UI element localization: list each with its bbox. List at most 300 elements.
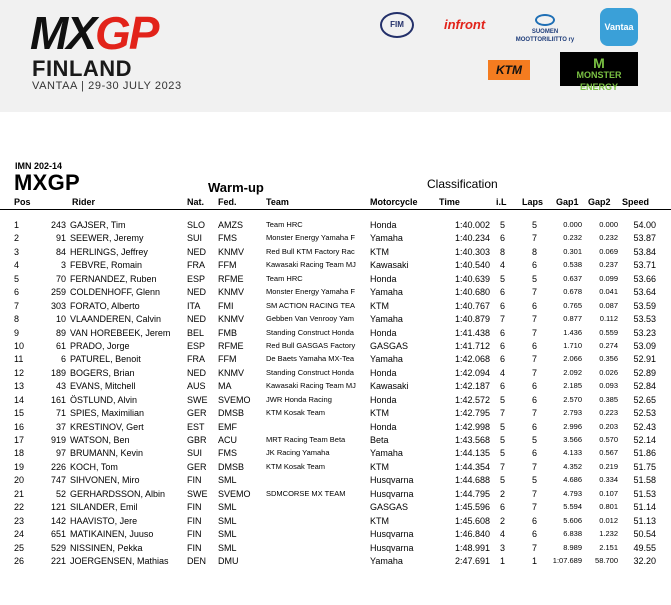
cell-rider: HAAVISTO, Jere: [70, 515, 138, 526]
cell-moto: Beta: [370, 435, 389, 445]
cell-num: 91: [55, 233, 66, 244]
cell-fed: FMS: [218, 448, 237, 459]
cell-moto: Kawasaki: [370, 381, 409, 392]
cell-gap1: 1.710: [563, 340, 582, 350]
cell-speed: 52.53: [633, 408, 656, 419]
cell-moto: Honda: [370, 394, 397, 405]
cell-speed: 51.53: [633, 488, 656, 499]
cell-il: 5: [500, 475, 506, 486]
cell-time: 1:42.068: [454, 354, 490, 365]
cell-rider: SILANDER, Emil: [70, 502, 138, 513]
cell-fed: SML: [218, 529, 237, 540]
cell-num: 161: [50, 394, 66, 405]
cell-num: 142: [50, 515, 66, 526]
cell-speed: 53.23: [633, 327, 656, 338]
vantaa-logo: Vantaa: [600, 8, 638, 46]
cell-num: 303: [50, 300, 66, 311]
cell-il: 5: [500, 448, 506, 459]
cell-time: 1:46.840: [454, 529, 490, 540]
cell-fed: FMI: [218, 300, 234, 311]
table-row: [0, 259, 671, 272]
cell-time: 2:47.691: [454, 555, 490, 566]
cell-nat: GER: [187, 408, 207, 419]
cell-num: 70: [55, 273, 66, 284]
cell-team: Gebben Van Venrooy Yam: [266, 314, 354, 324]
cell-gap1: 2.185: [563, 381, 582, 391]
cell-fed: KNMV: [218, 314, 245, 325]
cell-rider: HERLINGS, Jeffrey: [70, 246, 148, 257]
cell-num: 226: [50, 461, 66, 472]
cell-il: 6: [500, 381, 506, 392]
cell-laps: 7: [532, 314, 538, 325]
cell-speed: 53.53: [633, 314, 656, 325]
cell-speed: 32.20: [633, 555, 656, 566]
cell-team: Standing Construct Honda: [266, 367, 354, 377]
cell-speed: 51.75: [633, 461, 656, 472]
event-name: FINLAND: [32, 56, 133, 81]
table-row: [0, 232, 671, 245]
cell-gap1: 2.092: [563, 367, 582, 377]
cell-gap2: 0.026: [599, 367, 618, 377]
col-fed: Fed.: [218, 197, 237, 207]
cell-speed: 53.59: [633, 300, 656, 311]
cell-rider: ÖSTLUND, Alvin: [70, 394, 138, 405]
cell-time: 1:40.680: [454, 287, 490, 298]
cell-team: KTM Kosak Team: [266, 408, 326, 418]
table-row: [0, 542, 671, 555]
table-row: [0, 407, 671, 420]
cell-laps: 6: [532, 448, 538, 459]
cell-team: Kawasaki Racing Team MJ: [266, 381, 356, 391]
cell-gap1: 1:07.689: [552, 555, 582, 565]
cell-rider: KRESTINOV, Gert: [70, 421, 144, 432]
cell-num: 43: [55, 381, 66, 392]
table-row: [0, 447, 671, 460]
cell-time: 1:44.795: [454, 488, 490, 499]
cell-team: JK Racing Yamaha: [266, 448, 330, 458]
cell-moto: Yamaha: [370, 287, 403, 298]
cell-rider: KOCH, Tom: [70, 461, 118, 472]
cell-nat: SWE: [187, 394, 208, 405]
cell-gap2: 0.099: [599, 273, 618, 283]
cell-gap2: 0.112: [599, 314, 618, 324]
cell-pos: 13: [14, 381, 25, 392]
cell-time: 1:42.572: [454, 394, 490, 405]
cell-pos: 15: [14, 408, 25, 419]
cell-fed: AMZS: [218, 220, 244, 230]
table-row: [0, 353, 671, 366]
cell-team: Team HRC: [266, 273, 303, 283]
cell-laps: 7: [532, 287, 538, 298]
cell-gap1: 0.877: [563, 314, 582, 324]
cell-moto: KTM: [370, 300, 389, 311]
cell-nat: FRA: [187, 354, 205, 365]
table-header: [0, 196, 671, 210]
table-row: [0, 488, 671, 501]
mxgp-logo: [30, 8, 157, 58]
cell-rider: BRUMANN, Kevin: [70, 448, 144, 459]
cell-num: 919: [50, 435, 66, 445]
cell-num: 97: [55, 448, 66, 459]
cell-nat: ITA: [187, 300, 201, 311]
col-pos: Pos: [14, 197, 31, 207]
cell-moto: Yamaha: [370, 233, 403, 244]
cell-gap1: 4.352: [563, 461, 582, 471]
logo-gp-text: GP: [95, 7, 158, 59]
cell-rider: GERHARDSSON, Albin: [70, 488, 166, 499]
cell-gap1: 0.000: [563, 220, 582, 229]
cell-speed: 52.84: [633, 381, 656, 392]
cell-nat: AUS: [187, 381, 206, 392]
cell-time: 1:42.094: [454, 367, 490, 378]
cell-time: 1:40.767: [454, 300, 490, 311]
cell-gap1: 5.606: [563, 515, 582, 525]
cell-team: Red Bull GASGAS Factory: [266, 340, 356, 350]
cell-team: Kawasaki Racing Team MJ: [266, 260, 356, 270]
cell-time: 1:40.639: [454, 273, 490, 284]
cell-pos: 23: [14, 515, 25, 526]
cell-time: 1:40.540: [454, 260, 490, 271]
cell-gap1: 2.996: [563, 421, 582, 431]
cell-pos: 19: [14, 461, 25, 472]
col-motorcycle: Motorcycle: [370, 197, 418, 207]
cell-pos: 10: [14, 340, 25, 351]
cell-il: 2: [500, 488, 506, 499]
cell-rider: SPIES, Maximilian: [70, 408, 145, 419]
cell-gap2: 0.232: [599, 233, 618, 243]
cell-nat: NED: [187, 314, 207, 325]
cell-pos: 7: [14, 300, 20, 311]
monster-claw-icon: M: [593, 55, 605, 71]
cell-il: 6: [500, 287, 506, 298]
cell-gap2: 0.223: [599, 408, 618, 418]
cell-il: 6: [500, 354, 506, 365]
cell-pos: 14: [14, 394, 25, 405]
cell-laps: 5: [532, 273, 538, 284]
cell-num: 259: [50, 287, 66, 298]
cell-gap1: 4.793: [563, 488, 582, 498]
col-time: Time: [439, 197, 460, 207]
table-row: [0, 501, 671, 514]
cell-il: 5: [500, 220, 506, 230]
table-row: [0, 434, 671, 447]
cell-nat: FIN: [187, 502, 202, 513]
cell-nat: SWE: [187, 488, 208, 499]
cell-nat: NED: [187, 367, 207, 378]
cell-nat: SUI: [187, 448, 203, 459]
cell-laps: 6: [532, 381, 538, 392]
cell-gap2: 0.801: [599, 502, 618, 512]
cell-moto: KTM: [370, 246, 389, 257]
cell-time: 1:45.596: [454, 502, 490, 513]
cell-il: 7: [500, 408, 506, 419]
cell-gap1: 0.765: [563, 300, 582, 310]
cell-team: De Baets Yamaha MX-Tea: [266, 354, 355, 364]
cell-pos: 8: [14, 314, 20, 325]
cell-gap1: 5.594: [563, 502, 582, 512]
cell-il: 8: [500, 246, 506, 257]
cell-nat: GER: [187, 461, 207, 472]
cell-moto: Husqvarna: [370, 475, 414, 486]
cell-pos: 24: [14, 529, 25, 540]
cell-nat: FIN: [187, 515, 202, 526]
cell-team: JWR Honda Racing: [266, 394, 332, 404]
cell-team: Team HRC: [266, 220, 303, 229]
cell-moto: Honda: [370, 273, 397, 284]
cell-speed: 52.91: [633, 354, 656, 365]
cell-time: 1:44.688: [454, 475, 490, 486]
col-nat: Nat.: [187, 197, 205, 207]
cell-fed: DMSB: [218, 408, 245, 419]
cell-gap1: 4.686: [563, 475, 582, 485]
cell-rider: FERNANDEZ, Ruben: [70, 273, 157, 284]
cell-nat: FIN: [187, 475, 202, 486]
cell-gap2: 0.000: [599, 220, 618, 229]
table-row: [0, 327, 671, 340]
cell-pos: 20: [14, 475, 25, 486]
cell-rider: GAJSER, Tim: [70, 220, 126, 230]
cell-time: 1:40.234: [454, 233, 490, 244]
cell-fed: FFM: [218, 354, 237, 365]
cell-rider: PATUREL, Benoit: [70, 354, 141, 365]
cell-fed: SML: [218, 515, 237, 526]
cell-gap1: 0.637: [563, 273, 582, 283]
cell-laps: 5: [532, 435, 538, 445]
cell-laps: 7: [532, 488, 538, 499]
cell-il: 4: [500, 367, 506, 378]
cell-laps: 6: [532, 340, 538, 351]
cell-gap2: 0.219: [599, 461, 618, 471]
cell-pos: 4: [14, 260, 20, 271]
cell-team: Monster Energy Yamaha F: [266, 287, 355, 297]
cell-nat: FIN: [187, 542, 202, 553]
cell-time: 1:40.303: [454, 246, 490, 257]
cell-gap1: 0.538: [563, 260, 582, 270]
cell-team: Monster Energy Yamaha F: [266, 233, 355, 243]
cell-laps: 5: [532, 220, 538, 230]
cell-laps: 8: [532, 246, 538, 257]
cell-rider: EVANS, Mitchell: [70, 381, 136, 392]
cell-moto: KTM: [370, 515, 389, 526]
cell-fed: MA: [218, 381, 232, 392]
cell-gap2: 0.570: [599, 435, 618, 444]
cell-num: 121: [50, 502, 66, 513]
cell-laps: 6: [532, 515, 538, 526]
suomen-moottoriliitto-logo: [512, 14, 578, 44]
cell-team: SM ACTION RACING TEA: [266, 300, 356, 310]
cell-gap1: 8.989: [563, 542, 582, 552]
cell-moto: KTM: [370, 461, 389, 472]
cell-speed: 51.13: [633, 515, 656, 526]
cell-gap1: 4.133: [563, 448, 582, 458]
cell-moto: Kawasaki: [370, 260, 409, 271]
col-il: i.L: [496, 197, 507, 207]
cell-gap1: 1.436: [563, 327, 582, 337]
cell-pos: 3: [14, 246, 20, 257]
cell-num: 37: [55, 421, 66, 432]
cell-team: Standing Construct Honda: [266, 327, 354, 337]
cell-speed: 51.58: [633, 475, 656, 486]
cell-nat: NED: [187, 246, 207, 257]
cell-pos: 2: [14, 233, 20, 244]
cell-pos: 26: [14, 555, 25, 566]
cell-laps: 7: [532, 354, 538, 365]
classification-table: [0, 219, 671, 568]
cell-speed: 54.00: [633, 220, 656, 230]
cell-speed: 52.65: [633, 394, 656, 405]
cell-num: 747: [50, 475, 66, 486]
cell-time: 1:42.187: [454, 381, 490, 392]
cell-il: 6: [500, 300, 506, 311]
cell-num: 84: [55, 246, 66, 257]
cell-nat: DEN: [187, 555, 207, 566]
cell-moto: Yamaha: [370, 354, 403, 365]
ktm-logo: KTM: [488, 60, 530, 80]
cell-pos: 22: [14, 502, 25, 513]
cell-laps: 6: [532, 300, 538, 311]
cell-il: 5: [500, 435, 506, 445]
cell-il: 5: [500, 421, 506, 432]
cell-moto: Husqvarna: [370, 542, 414, 553]
cell-pos: 16: [14, 421, 25, 432]
cell-gap1: 2.066: [563, 354, 582, 364]
cell-nat: FIN: [187, 529, 202, 540]
cell-moto: Yamaha: [370, 314, 403, 325]
cell-team: MRT Racing Team Beta: [266, 435, 346, 444]
cell-speed: 53.71: [633, 260, 656, 271]
cell-pos: 9: [14, 327, 20, 338]
cell-nat: GBR: [187, 435, 207, 445]
cell-fed: DMSB: [218, 461, 245, 472]
cell-time: 1:41.712: [454, 340, 490, 351]
cell-laps: 7: [532, 461, 538, 472]
class-title: MXGP: [14, 170, 80, 195]
table-row: [0, 421, 671, 434]
cell-time: 1:44.135: [454, 448, 490, 459]
cell-gap2: 0.203: [599, 421, 618, 431]
cell-fed: FFM: [218, 260, 237, 271]
table-row: [0, 555, 671, 568]
cell-fed: FMS: [218, 233, 237, 244]
cell-fed: RFME: [218, 273, 244, 284]
cell-speed: 52.89: [633, 367, 656, 378]
cell-nat: FRA: [187, 260, 205, 271]
cell-num: 6: [60, 354, 66, 365]
cell-il: 7: [500, 461, 506, 472]
cell-gap1: 0.678: [563, 287, 582, 297]
cell-rider: FORATO, Alberto: [70, 300, 140, 311]
cell-laps: 7: [532, 542, 538, 553]
cell-laps: 6: [532, 421, 538, 432]
table-row: [0, 219, 671, 232]
cell-fed: RFME: [218, 340, 244, 351]
cell-gap2: 0.012: [599, 515, 618, 525]
cell-gap2: 1.232: [599, 529, 618, 539]
cell-num: 3: [60, 260, 66, 271]
cell-speed: 52.43: [633, 421, 656, 432]
table-row: [0, 515, 671, 528]
cell-team: SDMCORSE MX TEAM: [266, 488, 346, 498]
cell-num: 651: [50, 529, 66, 540]
cell-gap2: 0.356: [599, 354, 618, 364]
cell-pos: 21: [14, 488, 25, 499]
table-row: [0, 380, 671, 393]
cell-gap2: 0.385: [599, 394, 618, 404]
cell-num: 71: [55, 408, 66, 419]
cell-num: 10: [55, 314, 66, 325]
cell-time: 1:43.568: [454, 435, 490, 445]
document-code: IMN 202-14: [15, 161, 63, 171]
event-date: VANTAA | 29-30 JULY 2023: [32, 80, 182, 92]
cell-fed: DMU: [218, 555, 239, 566]
cell-fed: ACU: [218, 435, 238, 445]
cell-rider: VAN HOREBEEK, Jerem: [70, 327, 171, 338]
cell-moto: Honda: [370, 220, 397, 230]
cell-time: 1:41.438: [454, 327, 490, 338]
cell-il: 5: [500, 273, 506, 284]
cell-moto: Honda: [370, 327, 397, 338]
event-banner: [0, 0, 671, 112]
cell-gap2: 0.559: [599, 327, 618, 337]
cell-gap1: 0.301: [563, 246, 582, 256]
cell-fed: SML: [218, 542, 237, 553]
cell-laps: 7: [532, 367, 538, 378]
cell-num: 243: [50, 220, 66, 230]
cell-gap2: 2.151: [599, 542, 618, 552]
cell-rider: WATSON, Ben: [70, 435, 130, 445]
cell-moto: Yamaha: [370, 448, 403, 459]
cell-laps: 1: [532, 555, 538, 566]
cell-time: 1:48.991: [454, 542, 490, 553]
cell-rider: JOERGENSEN, Mathias: [70, 555, 169, 566]
cell-num: 89: [55, 327, 66, 338]
col-team: Team: [266, 197, 289, 207]
cell-laps: 7: [532, 327, 538, 338]
cell-time: 1:42.998: [454, 421, 490, 432]
cell-speed: 51.86: [633, 448, 656, 459]
cell-speed: 53.09: [633, 340, 656, 351]
cell-team: Red Bull KTM Factory Rac: [266, 246, 355, 256]
cell-gap2: 0.041: [599, 287, 618, 297]
cell-speed: 53.87: [633, 233, 656, 244]
cell-rider: SEEWER, Jeremy: [70, 233, 144, 244]
cell-speed: 51.14: [633, 502, 656, 513]
table-row: [0, 461, 671, 474]
infront-logo: infront: [444, 17, 486, 32]
col-speed: Speed: [622, 197, 650, 207]
cell-time: 1:42.795: [454, 408, 490, 419]
cell-gap2: 0.087: [599, 300, 618, 310]
cell-fed: EMF: [218, 421, 237, 432]
cell-speed: 50.54: [633, 529, 656, 540]
cell-moto: Honda: [370, 367, 397, 378]
cell-gap2: 58.700: [595, 555, 618, 565]
cell-gap2: 0.093: [599, 381, 618, 391]
cell-laps: 7: [532, 408, 538, 419]
cell-speed: 49.55: [633, 542, 656, 553]
cell-fed: KNMV: [218, 367, 245, 378]
cell-nat: SLO: [187, 220, 206, 230]
cell-time: 1:40.002: [454, 220, 490, 230]
logo-mx-text: MX: [30, 7, 95, 59]
cell-num: 52: [55, 488, 66, 499]
monster-logo-text: MONSTER ENERGY: [576, 70, 622, 92]
cell-speed: 52.14: [633, 435, 656, 445]
cell-il: 7: [500, 314, 506, 325]
monster-energy-logo: [560, 52, 638, 92]
cell-gap2: 0.069: [599, 246, 618, 256]
cell-laps: 6: [532, 260, 538, 271]
